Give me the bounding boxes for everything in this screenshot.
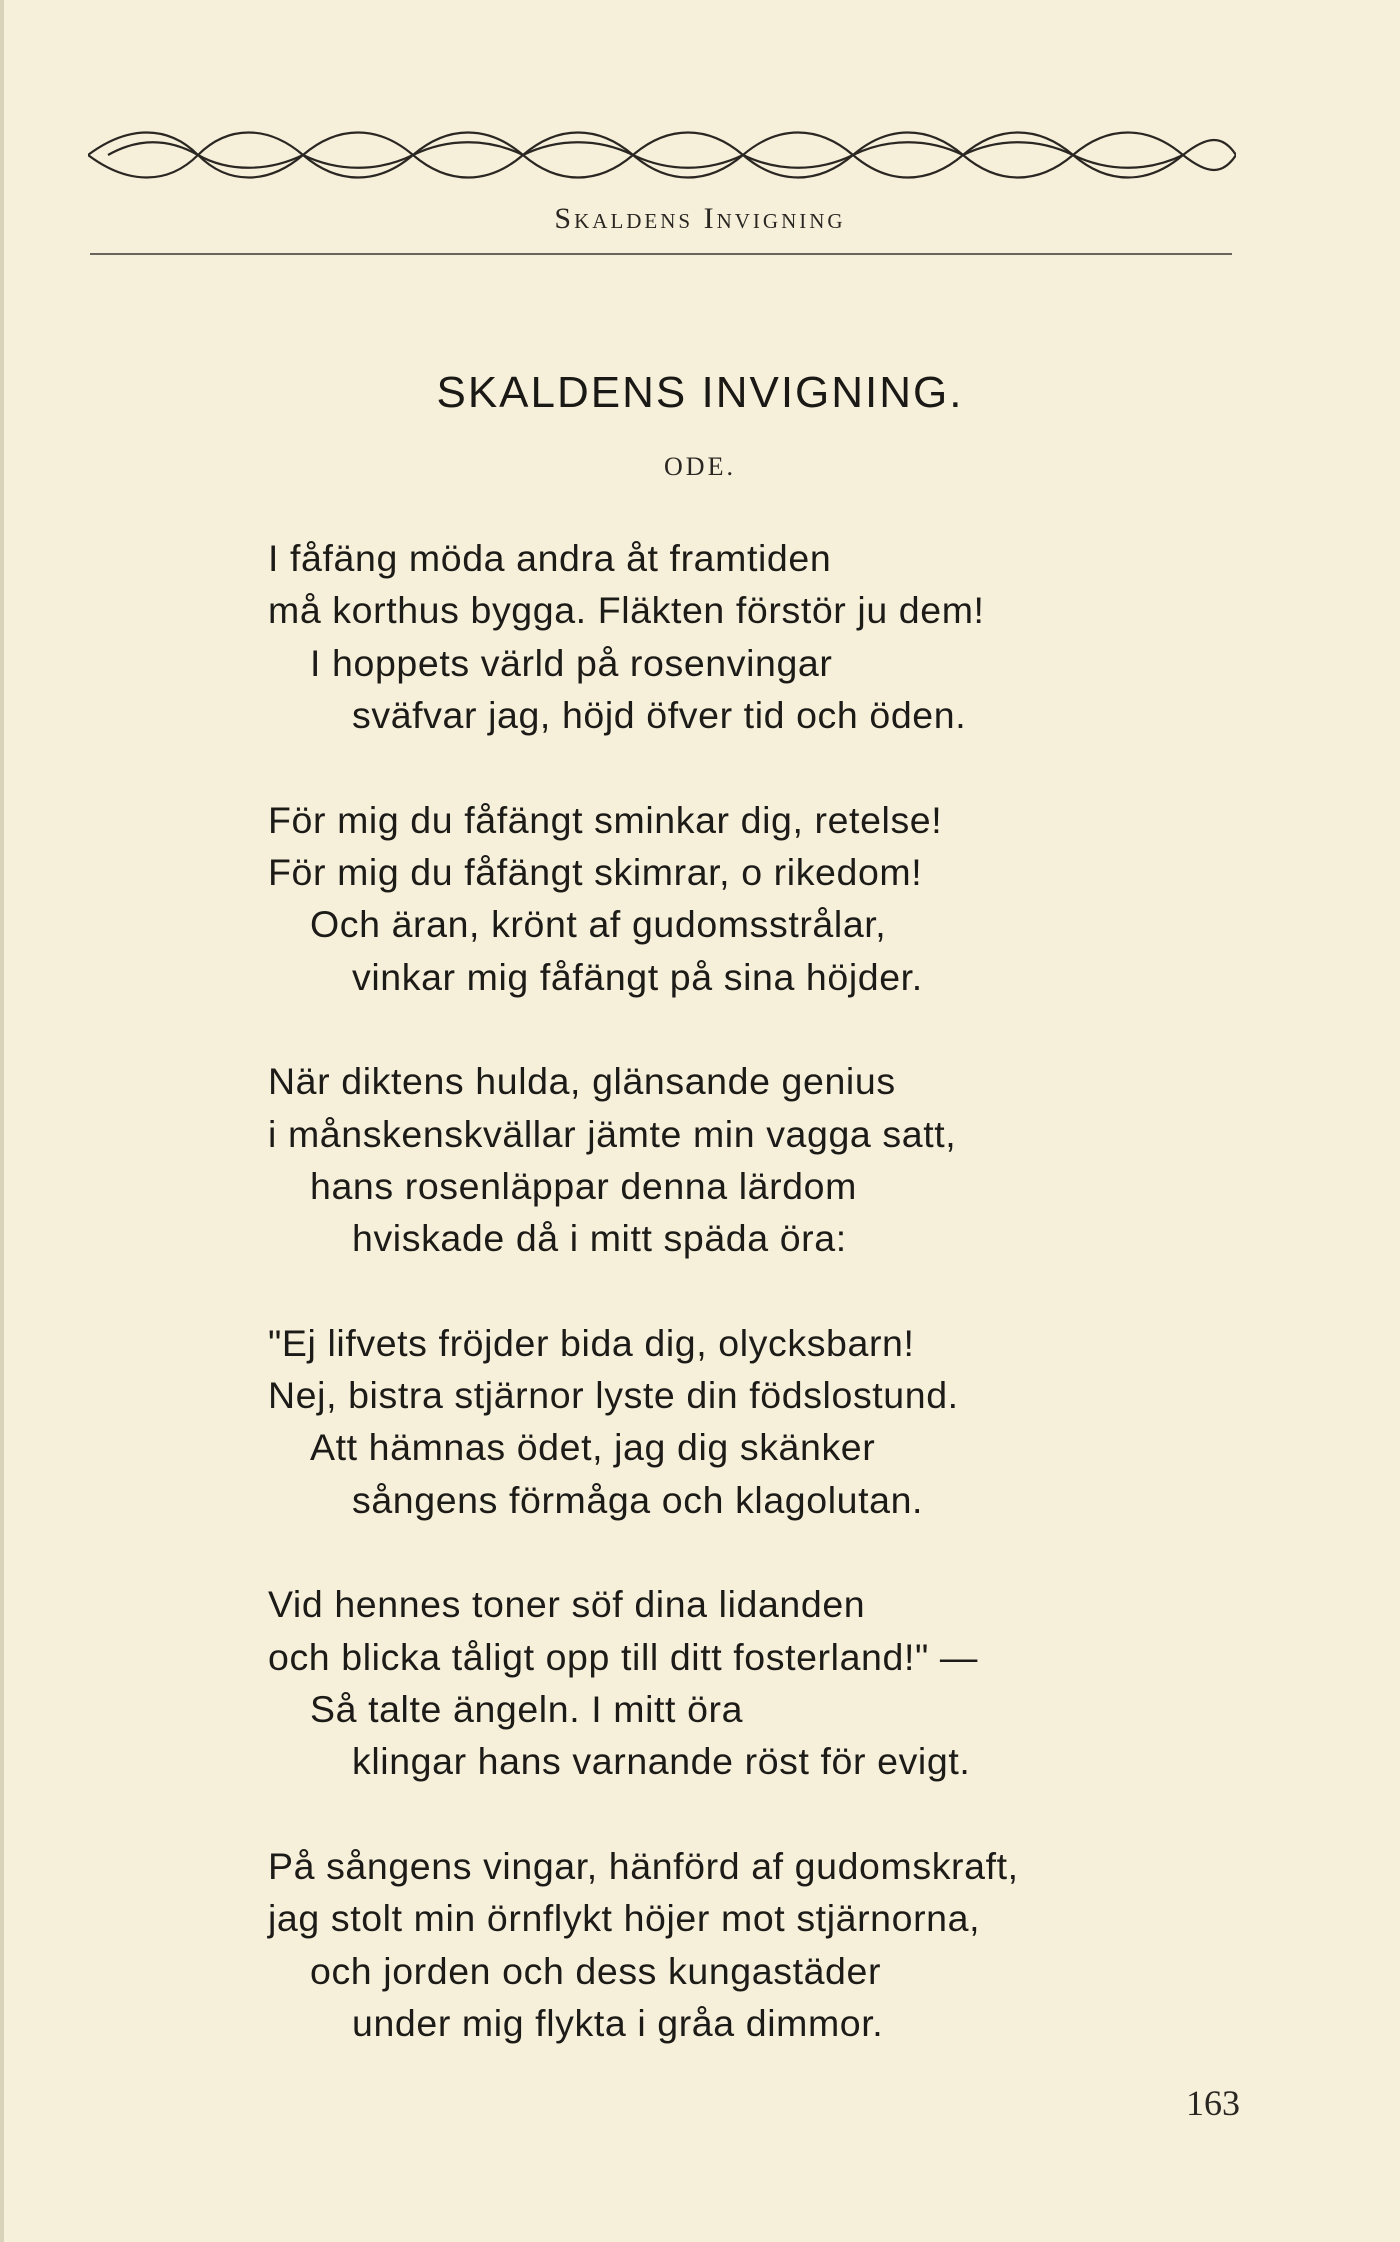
poem-line: klingar hans varnande röst för evigt.	[352, 1740, 971, 1783]
page-number: 163	[1186, 2083, 1240, 2123]
page-edge	[0, 0, 4, 2242]
running-head: Skaldens Invigning	[554, 202, 846, 235]
poem-line: Och äran, krönt af gudomsstrålar,	[310, 903, 887, 946]
poem-body	[268, 532, 1268, 2101]
header-ornament	[88, 120, 1236, 190]
poem-line: och jorden och dess kungastäder	[310, 1949, 882, 1992]
poem-line: Så talte ängeln. I mitt öra	[310, 1688, 744, 1731]
stanza	[268, 1578, 1268, 1788]
poem-line: I hoppets värld på rosenvingar	[310, 641, 833, 684]
poem-line: På sångens vingar, hänförd af gudomskraft,	[268, 1844, 1019, 1887]
poem-line: må korthus bygga. Fläkten förstör ju dem!	[268, 589, 985, 632]
poem-line: och blicka tåligt opp till ditt fosterland!" —	[268, 1635, 978, 1678]
poem-line: I fåfäng möda andra åt framtiden	[268, 537, 832, 579]
poem-line: hviskade då i mitt späda öra:	[352, 1217, 847, 1260]
poem-line: För mig du fåfängt skimrar, o rikedom!	[268, 850, 923, 893]
stanza	[268, 1840, 1268, 2050]
poem-line: sväfvar jag, höjd öfver tid och öden.	[352, 694, 967, 737]
poem-line: i månskenskvällar jämte min vagga satt,	[268, 1112, 957, 1155]
poem-line: Att hämnas ödet, jag dig skänker	[310, 1426, 876, 1469]
poem-line: För mig du fåfängt sminkar dig, retelse!	[268, 798, 943, 841]
stanza	[268, 532, 1268, 742]
poem-line: "Ej lifvets fröjder bida dig, olycksbarn!	[268, 1321, 915, 1364]
stanza	[268, 1055, 1268, 1265]
poem-line: hans rosenläppar denna lärdom	[310, 1164, 857, 1207]
poem-line: jag stolt min örnflykt höjer mot stjärnorna,	[268, 1897, 981, 1940]
header-rule	[90, 253, 1232, 255]
stanza	[268, 794, 1268, 1004]
poem-line: vinkar mig fåfängt på sina höjder.	[352, 955, 923, 998]
poem-line: under mig flykta i gråa dimmor.	[352, 2001, 884, 2044]
poem-title: SKALDENS INVIGNING.	[436, 368, 964, 417]
poem-line: När diktens hulda, glänsande genius	[268, 1060, 896, 1103]
poem-line: Vid hennes toner söf dina lidanden	[268, 1583, 866, 1626]
poem-subtitle: ODE.	[664, 452, 736, 481]
stanza	[268, 1317, 1268, 1527]
poem-line: Nej, bistra stjärnor lyste din födslostund.	[268, 1374, 959, 1417]
poem-line: sångens förmåga och klagolutan.	[352, 1478, 924, 1521]
